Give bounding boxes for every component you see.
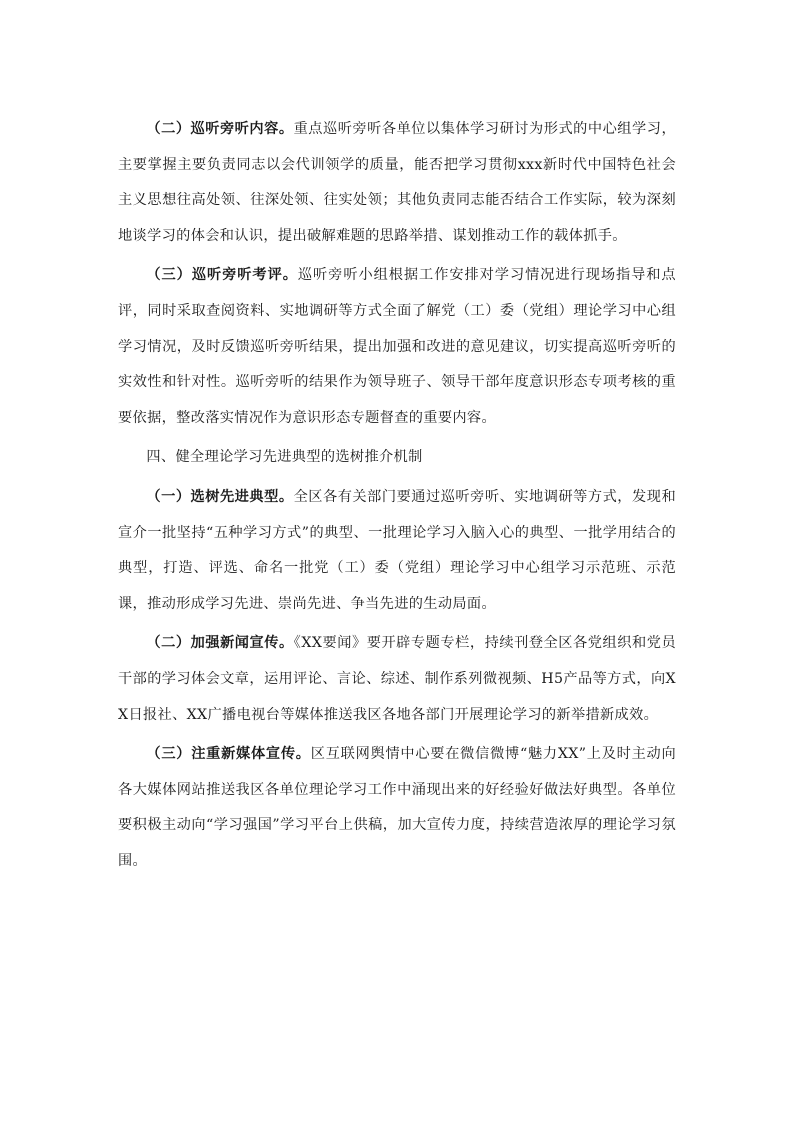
paragraph-body: 区互联网舆情中心要在微信微博“魅力XX”上及时主动向各大媒体网站推送我区各单位理论学习工作中涌现出来的好经验好做法好典型。各单位要积极主动向“学习强国”学习平台上供稿，加大宣传力度，持续营造浓厚的理论学习氛围。 xyxy=(118,746,677,869)
paragraph-heading: （三）巡听旁听考评。 xyxy=(146,267,298,284)
paragraph-heading: （三）注重新媒体宣传。 xyxy=(146,746,311,763)
paragraph-heading: （二）加强新闻宣传。 xyxy=(146,635,294,652)
section-heading xyxy=(118,440,676,476)
paragraph-inspection-evaluation xyxy=(118,258,676,436)
paragraph-select-models xyxy=(118,480,676,622)
paragraph-inspection-content xyxy=(118,112,676,254)
paragraph-new-media xyxy=(118,737,676,879)
paragraph-body: 重点巡听旁听各单位以集体学习研讨为形式的中心组学习，主要掌握主要负责同志以会代训领学的质量，能否把学习贯彻xxx新时代中国特色社会主义思想往高处领、往深处领、往实处领；其他负责同志能否结合工作实际，较为深刻地谈学习的体会和认识，提出破解难题的思路举措、谋划推动工作的载体抓手。 xyxy=(118,121,676,244)
paragraph-body: 全区各有关部门要通过巡听旁听、实地调研等方式，发现和宣介一批坚持“五种学习方式”的典型、一批理论学习入脑入心的典型、一批学用结合的典型，打造、评选、命名一批党（工）委（党组）理论学习中心组学习示范班、示范课，推动形成学习先进、崇尚先进、争当先进的生动局面。 xyxy=(118,488,676,612)
section-title: 四、健全理论学习先进典型的选树推介机制 xyxy=(146,449,423,466)
paragraph-news-publicity xyxy=(118,626,676,733)
paragraph-heading: （二）巡听旁听内容。 xyxy=(146,121,294,137)
paragraph-body: 《XX要闻》要开辟专题专栏，持续刊登全区各党组织和党员干部的学习体会文章，运用评论、言论、综述、制作系列微视频、H5产品等方式，向XX日报社、XX广播电视台等媒体推送我区各地各部门开展理论学习的新举措新成效。 xyxy=(118,635,676,723)
paragraph-body: 巡听旁听小组根据工作安排对学习情况进行现场指导和点评，同时采取查阅资料、实地调研等方式全面了解党（工）委（党组）理论学习中心组学习情况，及时反馈巡听旁听结果，提出加强和改进的意见建议，切实提高巡听旁听的实效性和针对性。巡听旁听的结果作为领导班子、领导干部年度意识形态专项考核的重要依据，整改落实情况作为意识形态专题督查的重要内容。 xyxy=(118,267,676,426)
paragraph-heading: （一）选树先进典型。 xyxy=(146,488,294,505)
